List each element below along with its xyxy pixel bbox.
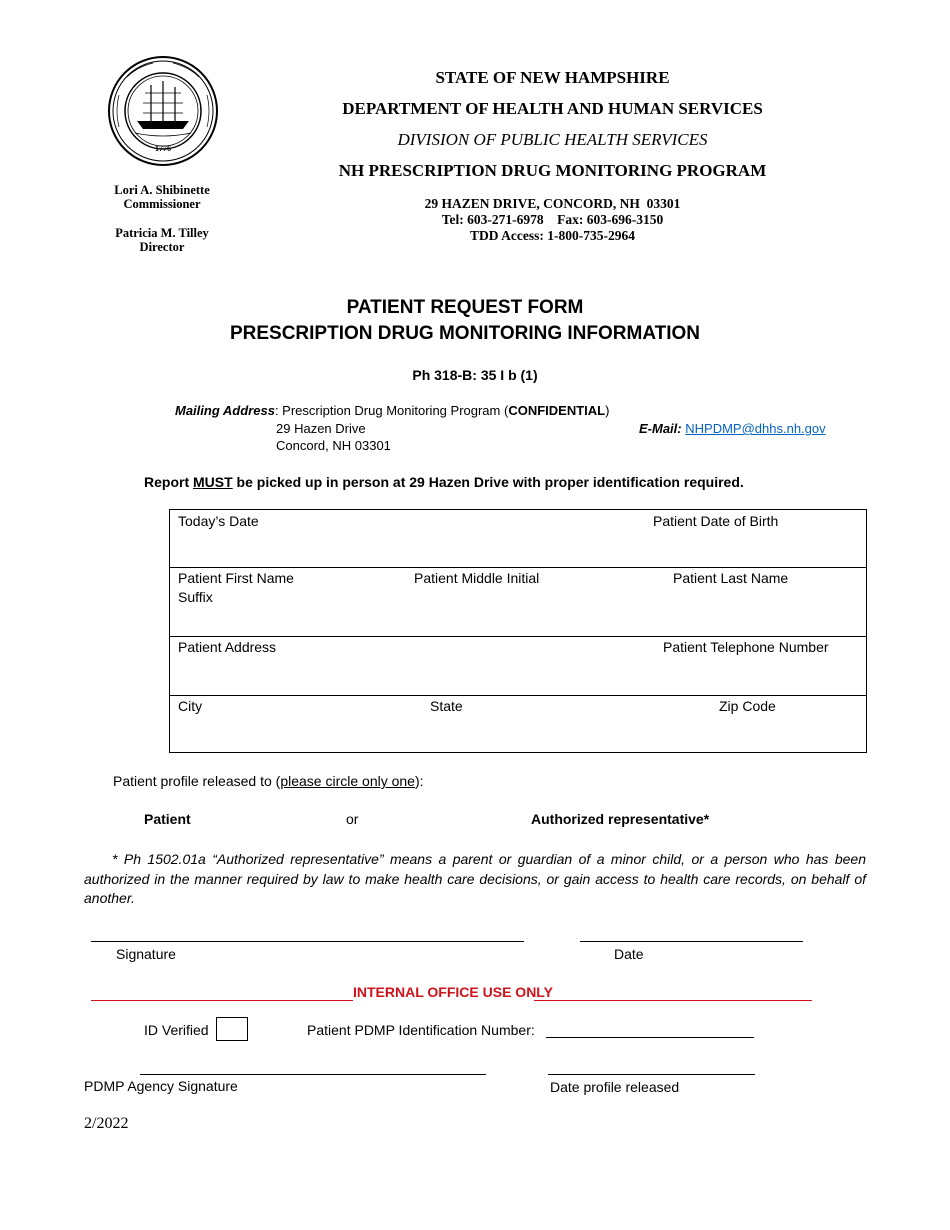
nh-state-seal-icon: [107, 55, 219, 167]
date-released-label: Date profile released: [550, 1079, 680, 1095]
email-link[interactable]: NHPDMP@dhhs.nh.gov: [685, 421, 826, 436]
id-verified-label: ID Verified: [144, 1022, 209, 1038]
label-telephone: Patient Telephone Number: [663, 638, 829, 655]
footnote: * Ph 1502.01a “Authorized representative” means a parent or guardian of a minor child, or a person who has been authorized in the manner required by law to make health care decisions, or gain access to health care records, on behalf of another.: [84, 851, 866, 906]
mailing-program: Prescription Drug Monitoring Program (: [282, 403, 509, 418]
label-last-name: Patient Last Name: [673, 570, 789, 587]
commissioner-title: Commissioner: [123, 197, 201, 211]
agency-signature-label: PDMP Agency Signature: [84, 1078, 238, 1094]
release-prompt: [113, 773, 424, 789]
mailing-line1: Mailing Address: Prescription Drug Monitoring Program (CONFIDENTIAL): [175, 403, 610, 418]
pickup-must: MUST: [193, 474, 233, 490]
office-rule-right: [534, 1000, 812, 1001]
tdd: TDD Access: 1-800-735-2964: [470, 228, 635, 243]
commissioner-name: Lori A. Shibinette: [114, 183, 210, 197]
office-rule-left: [91, 1000, 353, 1001]
signature-label: Signature: [116, 946, 176, 962]
contact-block: [300, 196, 805, 244]
release-prompt-underlined: please circle only one: [280, 773, 415, 789]
cell-date[interactable]: [170, 510, 867, 568]
mailing-label: Mailing Address: [175, 403, 275, 418]
division-name: DIVISION OF PUBLIC HEALTH SERVICES: [397, 130, 708, 149]
office-address: 29 HAZEN DRIVE, CONCORD, NH 03301: [424, 196, 681, 211]
cell-address[interactable]: [170, 636, 867, 695]
signature-line[interactable]: [91, 941, 524, 942]
pickup-after: be picked up in person at 29 Hazen Drive with proper identification required.: [232, 474, 744, 490]
label-middle-initial: Patient Middle Initial: [414, 570, 540, 587]
label-city: City: [178, 697, 203, 714]
row-name: [170, 568, 867, 636]
release-prompt-after: ):: [414, 773, 424, 789]
mailing-city: Concord, NH 03301: [276, 438, 391, 453]
date-line[interactable]: [580, 941, 803, 942]
director-name: Patricia M. Tilley: [115, 226, 209, 240]
option-authorized-rep[interactable]: Authorized representative*: [531, 811, 710, 827]
row-address: [170, 636, 867, 695]
cell-name[interactable]: [170, 568, 867, 636]
cell-city[interactable]: [170, 695, 867, 752]
revision-date: 2/2022: [84, 1115, 129, 1132]
option-patient[interactable]: Patient: [144, 811, 191, 827]
seal-year: 1776: [155, 144, 171, 153]
form-title: [0, 295, 930, 347]
pdmp-id-line[interactable]: [546, 1037, 754, 1038]
state-name: STATE OF NEW HAMPSHIRE: [435, 68, 670, 87]
label-first-name: Patient First Name: [178, 570, 294, 587]
patient-info-table: [169, 509, 867, 753]
department-name: DEPARTMENT OF HEALTH AND HUMAN SERVICES: [342, 99, 763, 118]
date-label: Date: [614, 946, 644, 962]
label-suffix: Suffix: [178, 589, 213, 606]
program-name: NH PRESCRIPTION DRUG MONITORING PROGRAM: [338, 161, 767, 180]
row-date: [170, 510, 867, 568]
mailing-close: ): [605, 403, 610, 418]
option-or: or: [346, 811, 359, 827]
pdmp-id-label: Patient PDMP Identification Number:: [307, 1022, 539, 1038]
label-dob: Patient Date of Birth: [653, 513, 779, 529]
label-address: Patient Address: [178, 638, 277, 655]
date-released-line[interactable]: [548, 1074, 755, 1075]
email-label: E-Mail:: [639, 421, 682, 436]
director-title: Director: [139, 240, 185, 254]
office-banner: INTERNAL OFFICE USE ONLY: [353, 984, 553, 1000]
label-todays-date: Today’s Date: [178, 513, 259, 529]
email-line: [639, 421, 826, 436]
mailing-street: 29 Hazen Drive: [276, 421, 366, 436]
official-director: [88, 226, 236, 254]
pickup-before: Report: [144, 474, 193, 490]
release-prompt-before: Patient profile released to (: [113, 773, 281, 789]
tel-fax: Tel: 603-271-6978 Fax: 603-696-3150: [441, 212, 664, 227]
row-city: [170, 695, 867, 752]
form-title-line1: PATIENT REQUEST FORM: [346, 297, 584, 318]
form-title-line2: PRESCRIPTION DRUG MONITORING INFORMATION: [229, 323, 701, 344]
id-verified-checkbox[interactable]: [216, 1017, 248, 1041]
mailing-confidential: CONFIDENTIAL: [508, 403, 606, 418]
agency-signature-line[interactable]: [140, 1074, 486, 1075]
official-commissioner: [88, 183, 236, 211]
label-state: State: [430, 697, 463, 714]
rule-citation: Ph 318-B: 35 I b (1): [412, 367, 538, 383]
label-zip: Zip Code: [719, 697, 776, 714]
pickup-notice: [144, 474, 744, 490]
